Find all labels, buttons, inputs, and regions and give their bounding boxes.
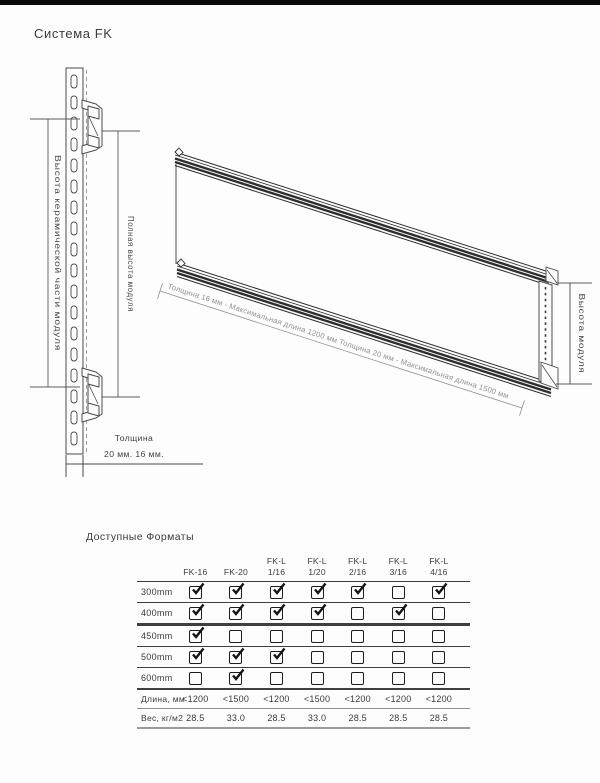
format-cell bbox=[256, 672, 297, 685]
rail-slot bbox=[71, 75, 77, 88]
format-cell bbox=[378, 651, 419, 664]
format-cell bbox=[419, 607, 460, 620]
value-cell: 28.5 bbox=[267, 713, 286, 723]
format-size-row bbox=[137, 582, 470, 603]
checkbox-unchecked bbox=[392, 672, 405, 685]
format-column-header: FK-16 bbox=[183, 566, 208, 577]
rail-slot bbox=[71, 285, 77, 298]
format-cell bbox=[378, 607, 419, 620]
format-column-header: FK-L 2/16 bbox=[348, 555, 368, 577]
checkbox-checked bbox=[229, 651, 242, 664]
checkbox-unchecked bbox=[270, 630, 283, 643]
checkbox-checked bbox=[351, 586, 364, 599]
rail-slot bbox=[71, 411, 77, 424]
format-column-header: FK-L 1/20 bbox=[307, 555, 327, 577]
format-cell bbox=[378, 672, 419, 685]
format-cell bbox=[297, 651, 338, 664]
format-cell bbox=[378, 586, 419, 599]
checkbox-unchecked bbox=[351, 672, 364, 685]
checkbox-unchecked bbox=[432, 630, 445, 643]
format-cell bbox=[337, 651, 378, 664]
format-size-row bbox=[137, 668, 470, 690]
value-cell: <1500 bbox=[303, 694, 331, 704]
format-cell bbox=[175, 586, 216, 599]
page-title: Система FK bbox=[34, 26, 113, 41]
formats-section-title: Доступные Форматы bbox=[86, 531, 194, 543]
wall-profile-drawing bbox=[30, 68, 203, 477]
format-cell bbox=[419, 586, 460, 599]
checkbox-unchecked bbox=[351, 651, 364, 664]
value-cell: <1200 bbox=[263, 694, 290, 704]
checkbox-checked bbox=[229, 586, 242, 599]
format-column-header: FK-L 4/16 bbox=[429, 555, 449, 577]
checkbox-checked bbox=[189, 651, 202, 664]
rail-slot bbox=[71, 159, 77, 172]
rail-slot bbox=[71, 138, 77, 151]
value-cell: 28.5 bbox=[429, 713, 449, 723]
value-row-label: Вес, кг/м2 bbox=[141, 713, 184, 723]
format-cell bbox=[337, 672, 378, 685]
format-size-row bbox=[137, 647, 470, 668]
panel-module-drawing bbox=[158, 148, 593, 416]
checkbox-checked bbox=[229, 672, 242, 685]
format-cell bbox=[297, 607, 338, 620]
format-cell bbox=[216, 630, 257, 643]
value-row-label: Длина, мм bbox=[141, 694, 185, 704]
formats-body bbox=[137, 582, 470, 729]
size-row-label: 500mm bbox=[141, 652, 173, 662]
max-length-label: Толщина 16 мм - Максимальная длина 1200 мм Толщина 20 мм - Максимальная длина 1500 мм bbox=[166, 281, 509, 401]
rail-slot bbox=[71, 243, 77, 256]
checkbox-checked bbox=[189, 607, 202, 620]
format-value-row bbox=[137, 709, 470, 729]
panel-right-edge bbox=[539, 267, 558, 389]
format-cell bbox=[256, 630, 297, 643]
checkbox-checked bbox=[432, 586, 445, 599]
rail-slot bbox=[71, 180, 77, 193]
rail-slot bbox=[71, 264, 77, 277]
size-row-label: 450mm bbox=[141, 631, 173, 641]
format-column-header: FK-L 3/16 bbox=[388, 555, 408, 577]
value-cell: <1200 bbox=[385, 694, 412, 704]
format-size-row bbox=[137, 603, 470, 626]
format-cell bbox=[297, 630, 338, 643]
format-size-row bbox=[137, 626, 470, 647]
format-value-row bbox=[137, 690, 470, 709]
formats-table bbox=[137, 551, 470, 729]
value-cell: 28.5 bbox=[389, 713, 408, 723]
ceramic-height-label: Высота керамической части модуля bbox=[53, 155, 62, 309]
checkbox-checked bbox=[311, 586, 324, 599]
checkbox-unchecked bbox=[311, 672, 324, 685]
format-cell bbox=[256, 607, 297, 620]
checkbox-checked bbox=[229, 607, 242, 620]
format-cell bbox=[297, 672, 338, 685]
checkbox-unchecked bbox=[432, 607, 445, 620]
checkbox-unchecked bbox=[351, 607, 364, 620]
format-cell bbox=[256, 586, 297, 599]
rail-slot bbox=[71, 306, 77, 319]
full-height-label: Полная высота модуля bbox=[126, 216, 135, 314]
format-cell bbox=[216, 607, 257, 620]
value-cell: 33.0 bbox=[226, 713, 246, 723]
checkbox-checked bbox=[270, 607, 283, 620]
checkbox-checked bbox=[392, 607, 405, 620]
thickness-values: 20 мм. 16 мм. bbox=[104, 449, 164, 459]
size-row-label: 400mm bbox=[141, 608, 173, 618]
checkbox-unchecked bbox=[432, 672, 445, 685]
panel-clip-top bbox=[82, 100, 102, 154]
checkbox-unchecked bbox=[311, 630, 324, 643]
module-height-label: Высота модуля bbox=[577, 293, 586, 359]
checkbox-checked bbox=[189, 630, 202, 643]
format-cell bbox=[175, 651, 216, 664]
checkbox-unchecked bbox=[189, 672, 202, 685]
format-cell bbox=[419, 630, 460, 643]
format-cell bbox=[419, 672, 460, 685]
checkbox-unchecked bbox=[311, 651, 324, 664]
format-cell bbox=[256, 651, 297, 664]
checkbox-unchecked bbox=[392, 651, 405, 664]
format-cell bbox=[419, 651, 460, 664]
checkbox-unchecked bbox=[270, 672, 283, 685]
format-cell bbox=[175, 672, 216, 685]
rail-slot bbox=[71, 222, 77, 235]
rail-slot bbox=[71, 348, 77, 361]
rail-slot bbox=[71, 390, 77, 403]
size-row-label: 300mm bbox=[141, 587, 173, 597]
format-cell bbox=[175, 630, 216, 643]
formats-header-row bbox=[137, 551, 470, 582]
checkbox-checked bbox=[189, 586, 202, 599]
value-cell: <1200 bbox=[344, 694, 371, 704]
rail-slot bbox=[71, 96, 77, 109]
format-cell bbox=[297, 586, 338, 599]
value-cell: <1500 bbox=[222, 694, 250, 704]
format-cell bbox=[378, 630, 419, 643]
value-cell: <1200 bbox=[182, 694, 209, 704]
rail-slot bbox=[71, 201, 77, 214]
format-cell bbox=[337, 607, 378, 620]
checkbox-checked bbox=[270, 586, 283, 599]
format-column-header: FK-20 bbox=[223, 566, 248, 577]
rail-slot bbox=[71, 432, 77, 445]
value-cell: 28.5 bbox=[348, 713, 367, 723]
checkbox-checked bbox=[311, 607, 324, 620]
checkbox-unchecked bbox=[351, 630, 364, 643]
format-cell bbox=[216, 586, 257, 599]
rail-slot bbox=[71, 369, 77, 382]
format-cell bbox=[337, 630, 378, 643]
rail-slot bbox=[71, 327, 77, 340]
checkbox-unchecked bbox=[432, 651, 445, 664]
checkbox-checked bbox=[270, 651, 283, 664]
checkbox-unchecked bbox=[392, 630, 405, 643]
format-cell bbox=[175, 607, 216, 620]
panel-clip-bottom bbox=[82, 368, 102, 422]
value-cell: 28.5 bbox=[186, 713, 205, 723]
value-cell: <1200 bbox=[425, 694, 452, 704]
size-row-label: 600mm bbox=[141, 673, 173, 683]
format-cell bbox=[216, 672, 257, 685]
thickness-label: Толщина bbox=[114, 433, 154, 443]
checkbox-unchecked bbox=[229, 630, 242, 643]
value-cell: 33.0 bbox=[307, 713, 327, 723]
checkbox-unchecked bbox=[392, 586, 405, 599]
format-cell bbox=[337, 586, 378, 599]
format-cell bbox=[216, 651, 257, 664]
format-column-header: FK-L 1/16 bbox=[266, 555, 287, 577]
